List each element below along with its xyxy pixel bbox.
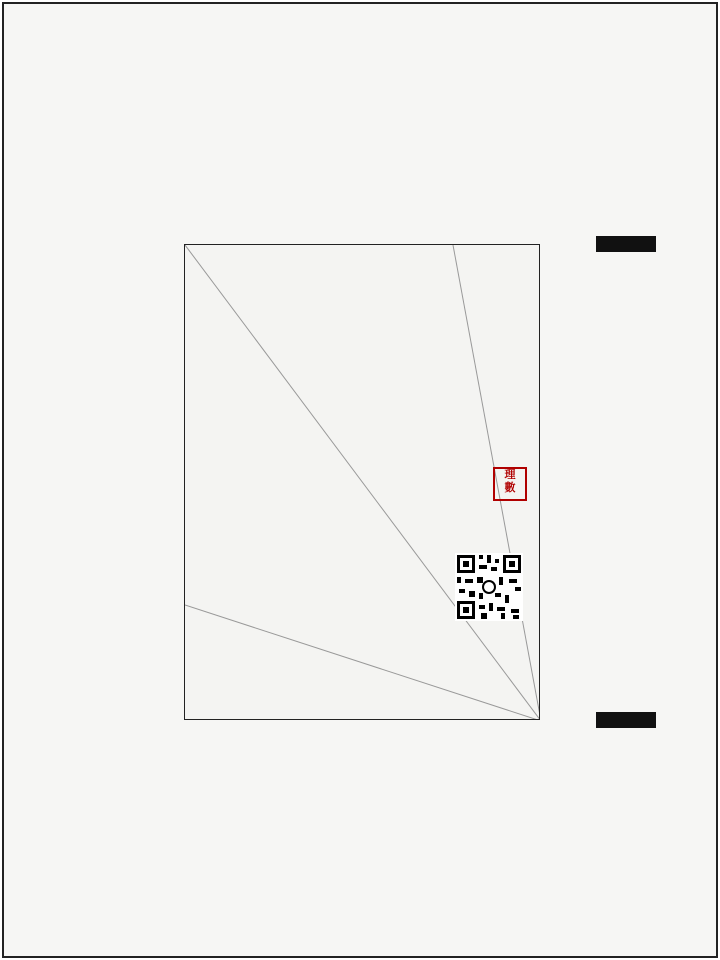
center-panel xyxy=(184,244,540,720)
tu-vi-chart xyxy=(2,2,718,958)
qr-code[interactable] xyxy=(455,553,523,621)
chart-lines xyxy=(185,245,540,720)
triet-marker xyxy=(596,236,656,252)
tuan-marker xyxy=(596,712,656,728)
red-seal-stamp: 理 數 xyxy=(493,467,527,501)
